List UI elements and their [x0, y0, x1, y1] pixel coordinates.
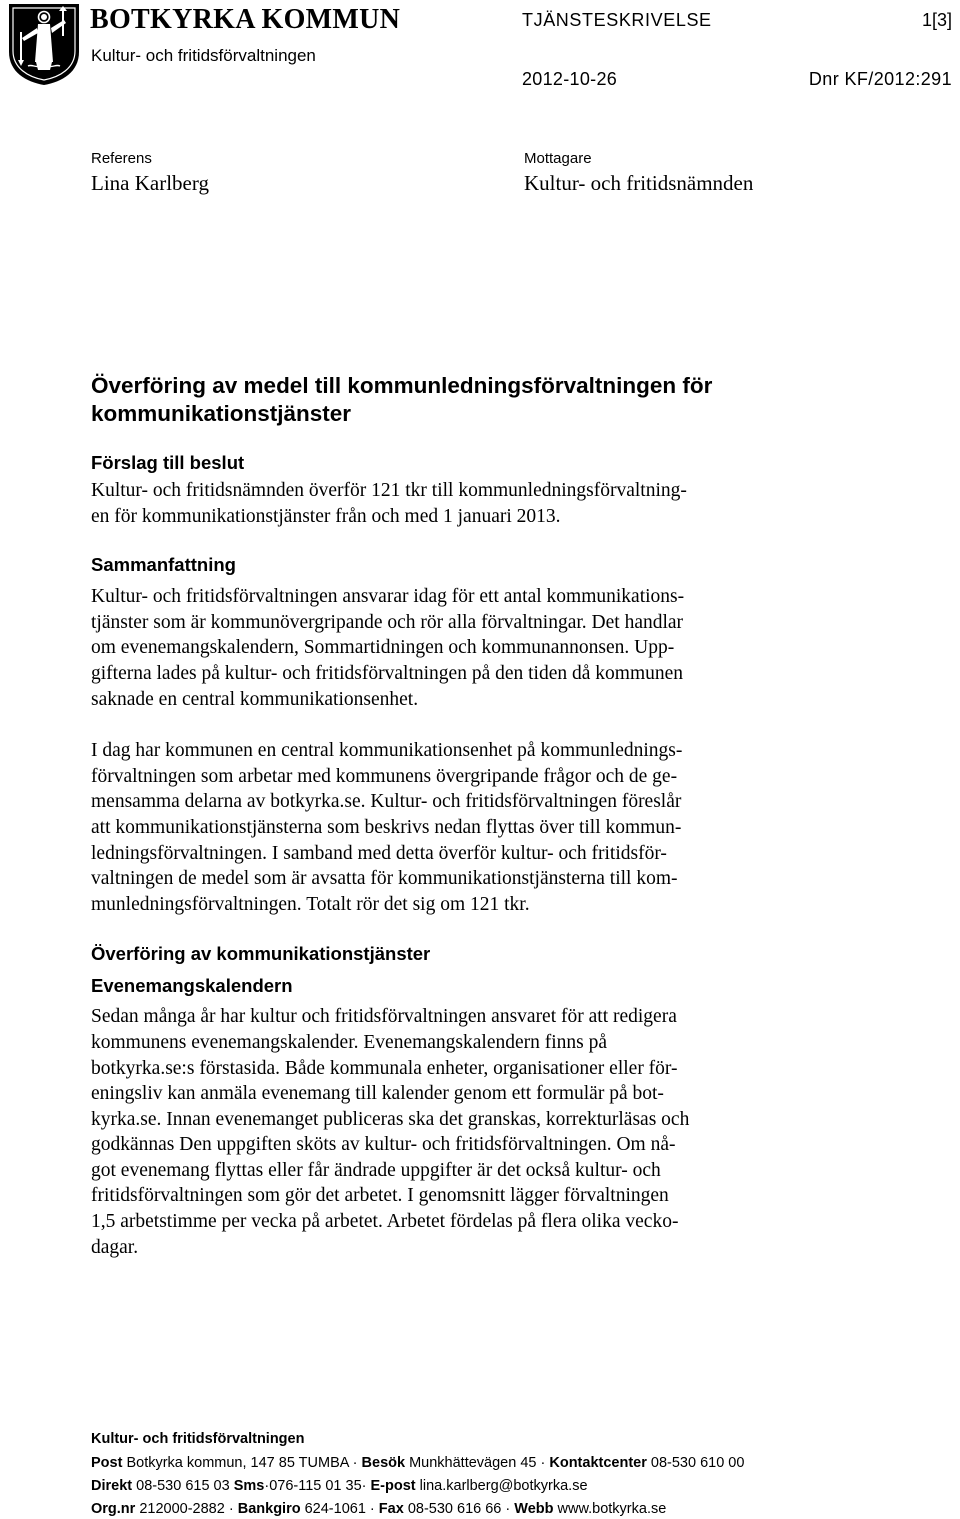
footer-separator: · [352, 1455, 358, 1471]
footer-sms-value: 076-115 01 35 [269, 1478, 362, 1494]
text-line: Sedan många år har kultur och fritidsförvaltningen ansvaret för att redigera [91, 1006, 677, 1028]
text-line: 1,5 arbetstimme per vecka på arbetet. Arbetet fördelas på flera olika vecko- [91, 1211, 679, 1233]
footer-post-value: Botkyrka kommun, 147 85 TUMBA [126, 1455, 349, 1471]
text-line: gifterna lades på kultur- och fritidsförvaltningen på den tiden då kommunen [91, 662, 684, 684]
summary-paragraph-2 [91, 738, 851, 917]
text-line: en för kommunikationstjänster från och med 1 januari 2013. [91, 505, 561, 527]
proposal-paragraph [91, 478, 851, 529]
footer-separator: · [228, 1501, 234, 1517]
recipient-label: Mottagare [524, 150, 592, 167]
summary-heading: Sammanfattning [91, 554, 236, 576]
text-line: munledningsförvaltningen. Totalt rör det sig om 121 tkr. [91, 893, 530, 915]
document-type: TJÄNSTESKRIVELSE [522, 10, 712, 30]
footer-separator: · [264, 1478, 270, 1494]
footer-post-label: Post [91, 1455, 123, 1471]
footer-contact-value: 08-530 610 00 [650, 1455, 745, 1471]
footer-contact-label: Kontaktcenter [549, 1455, 647, 1471]
page-number: 1[3] [921, 10, 952, 30]
title-line: Överföring av medel till kommunledningsförvaltningen för [91, 373, 713, 398]
text-line: om evenemangskalendern, Sommartidningen och kommunannonsen. Upp- [91, 637, 675, 659]
text-line: Kultur- och fritidsförvaltningen ansvarar idag för ett antal kommunikations- [91, 586, 685, 608]
footer-web-value[interactable]: www.botkyrka.se [557, 1501, 667, 1517]
text-line: förvaltningen som arbetar med kommunens övergripande frågor och de ge- [91, 765, 678, 787]
footer-email-value[interactable]: lina.karlberg@botkyrka.se [419, 1478, 588, 1494]
text-line: valtningen de medel som är avsatta för kommunikationstjänsterna till kom- [91, 868, 678, 890]
text-line: kommunens evenemangskalender. Evenemangskalendern finns på [91, 1031, 608, 1053]
transfer-heading: Överföring av kommunikationstjänster [91, 943, 431, 965]
reference-label: Referens [91, 150, 152, 167]
footer-bankgiro-label: Bankgiro [237, 1501, 301, 1517]
text-line: kyrka.se. Innan evenemanget publiceras ska det granskas, korrekturläsas och [91, 1108, 690, 1130]
footer-separator: · [369, 1501, 375, 1517]
text-line: got evenemang flyttas eller får ändrade uppgifter är det också kultur- och [91, 1159, 661, 1181]
document-title [91, 372, 851, 428]
summary-paragraph-1 [91, 584, 851, 712]
footer-bankgiro-value: 624-1061 [304, 1501, 366, 1517]
organization-unit: Kultur- och fritidsförvaltningen [91, 46, 316, 65]
text-line: I dag har kommunen en central kommunikationsenhet på kommunlednings- [91, 740, 683, 762]
footer-fax-value: 08-530 616 66 [407, 1501, 502, 1517]
calendar-paragraph [91, 1004, 851, 1260]
text-line: saknade en central kommunikationsenhet. [91, 688, 419, 710]
text-line: Kultur- och fritidsnämnden överför 121 tkr till kommunledningsförvaltning- [91, 480, 687, 501]
footer-direct-value: 08-530 615 03 [136, 1478, 230, 1494]
footer-direct-label: Direkt [91, 1478, 133, 1494]
footer-orgnr-value: 212000-2882 [139, 1501, 225, 1517]
text-line: fritidsförvaltningen som gör det arbetet. I genomsnitt lägger förvaltningen [91, 1185, 669, 1207]
footer-separator: · [540, 1455, 546, 1471]
footer-visit-label: Besök [361, 1455, 406, 1471]
footer-line-1 [91, 1453, 744, 1473]
organization-name: BOTKYRKA KOMMUN [90, 4, 401, 35]
footer-email-label: E-post [370, 1478, 416, 1494]
coat-of-arms-logo-icon [6, 2, 82, 86]
text-line: godkännas Den uppgiften sköts av kultur- och fritidsförvaltningen. Om nå- [91, 1134, 676, 1156]
footer-visit-value: Munkhättevägen 45 [409, 1455, 537, 1471]
document-body [91, 372, 851, 1260]
text-line: dagar. [91, 1236, 139, 1258]
footer-fax-label: Fax [378, 1501, 404, 1517]
footer-unit: Kultur- och fritidsförvaltningen [91, 1431, 305, 1447]
footer-separator: · [505, 1501, 511, 1517]
footer-separator: · [361, 1478, 367, 1494]
text-line: ledningsförvaltningen. I samband med detta överför kultur- och fritidsför- [91, 842, 667, 864]
footer-orgnr-label: Org.nr [91, 1501, 136, 1517]
footer-sms-label: Sms [233, 1478, 265, 1494]
footer-web-label: Webb [514, 1501, 554, 1517]
title-line: kommunikationstjänster [91, 401, 352, 426]
calendar-subheading: Evenemangskalendern [91, 975, 293, 997]
text-line: mensamma delarna av botkyrka.se. Kultur- och fritidsförvaltningen föreslår [91, 791, 682, 813]
document-date: 2012-10-26 [522, 69, 618, 89]
text-line: att kommunikationstjänsterna som beskrivs nedan flyttas över till kommun- [91, 816, 682, 838]
footer-line-2 [91, 1476, 744, 1496]
page-footer [91, 1429, 744, 1519]
reference-name: Lina Karlberg [91, 171, 209, 195]
text-line: tjänster som är kommunövergripande och rör alla förvaltningar. Det handlar [91, 611, 684, 633]
text-line: eningsliv kan anmäla evenemang till kalender genom ett formulär på bot- [91, 1083, 664, 1105]
document-registration-number: Dnr KF/2012:291 [808, 69, 952, 89]
recipient-name: Kultur- och fritidsnämnden [524, 171, 754, 195]
text-line: botkyrka.se:s förstasida. Både kommunala enheter, organisationer eller för- [91, 1057, 678, 1079]
proposal-heading: Förslag till beslut [91, 452, 245, 473]
footer-line-3 [91, 1499, 744, 1519]
